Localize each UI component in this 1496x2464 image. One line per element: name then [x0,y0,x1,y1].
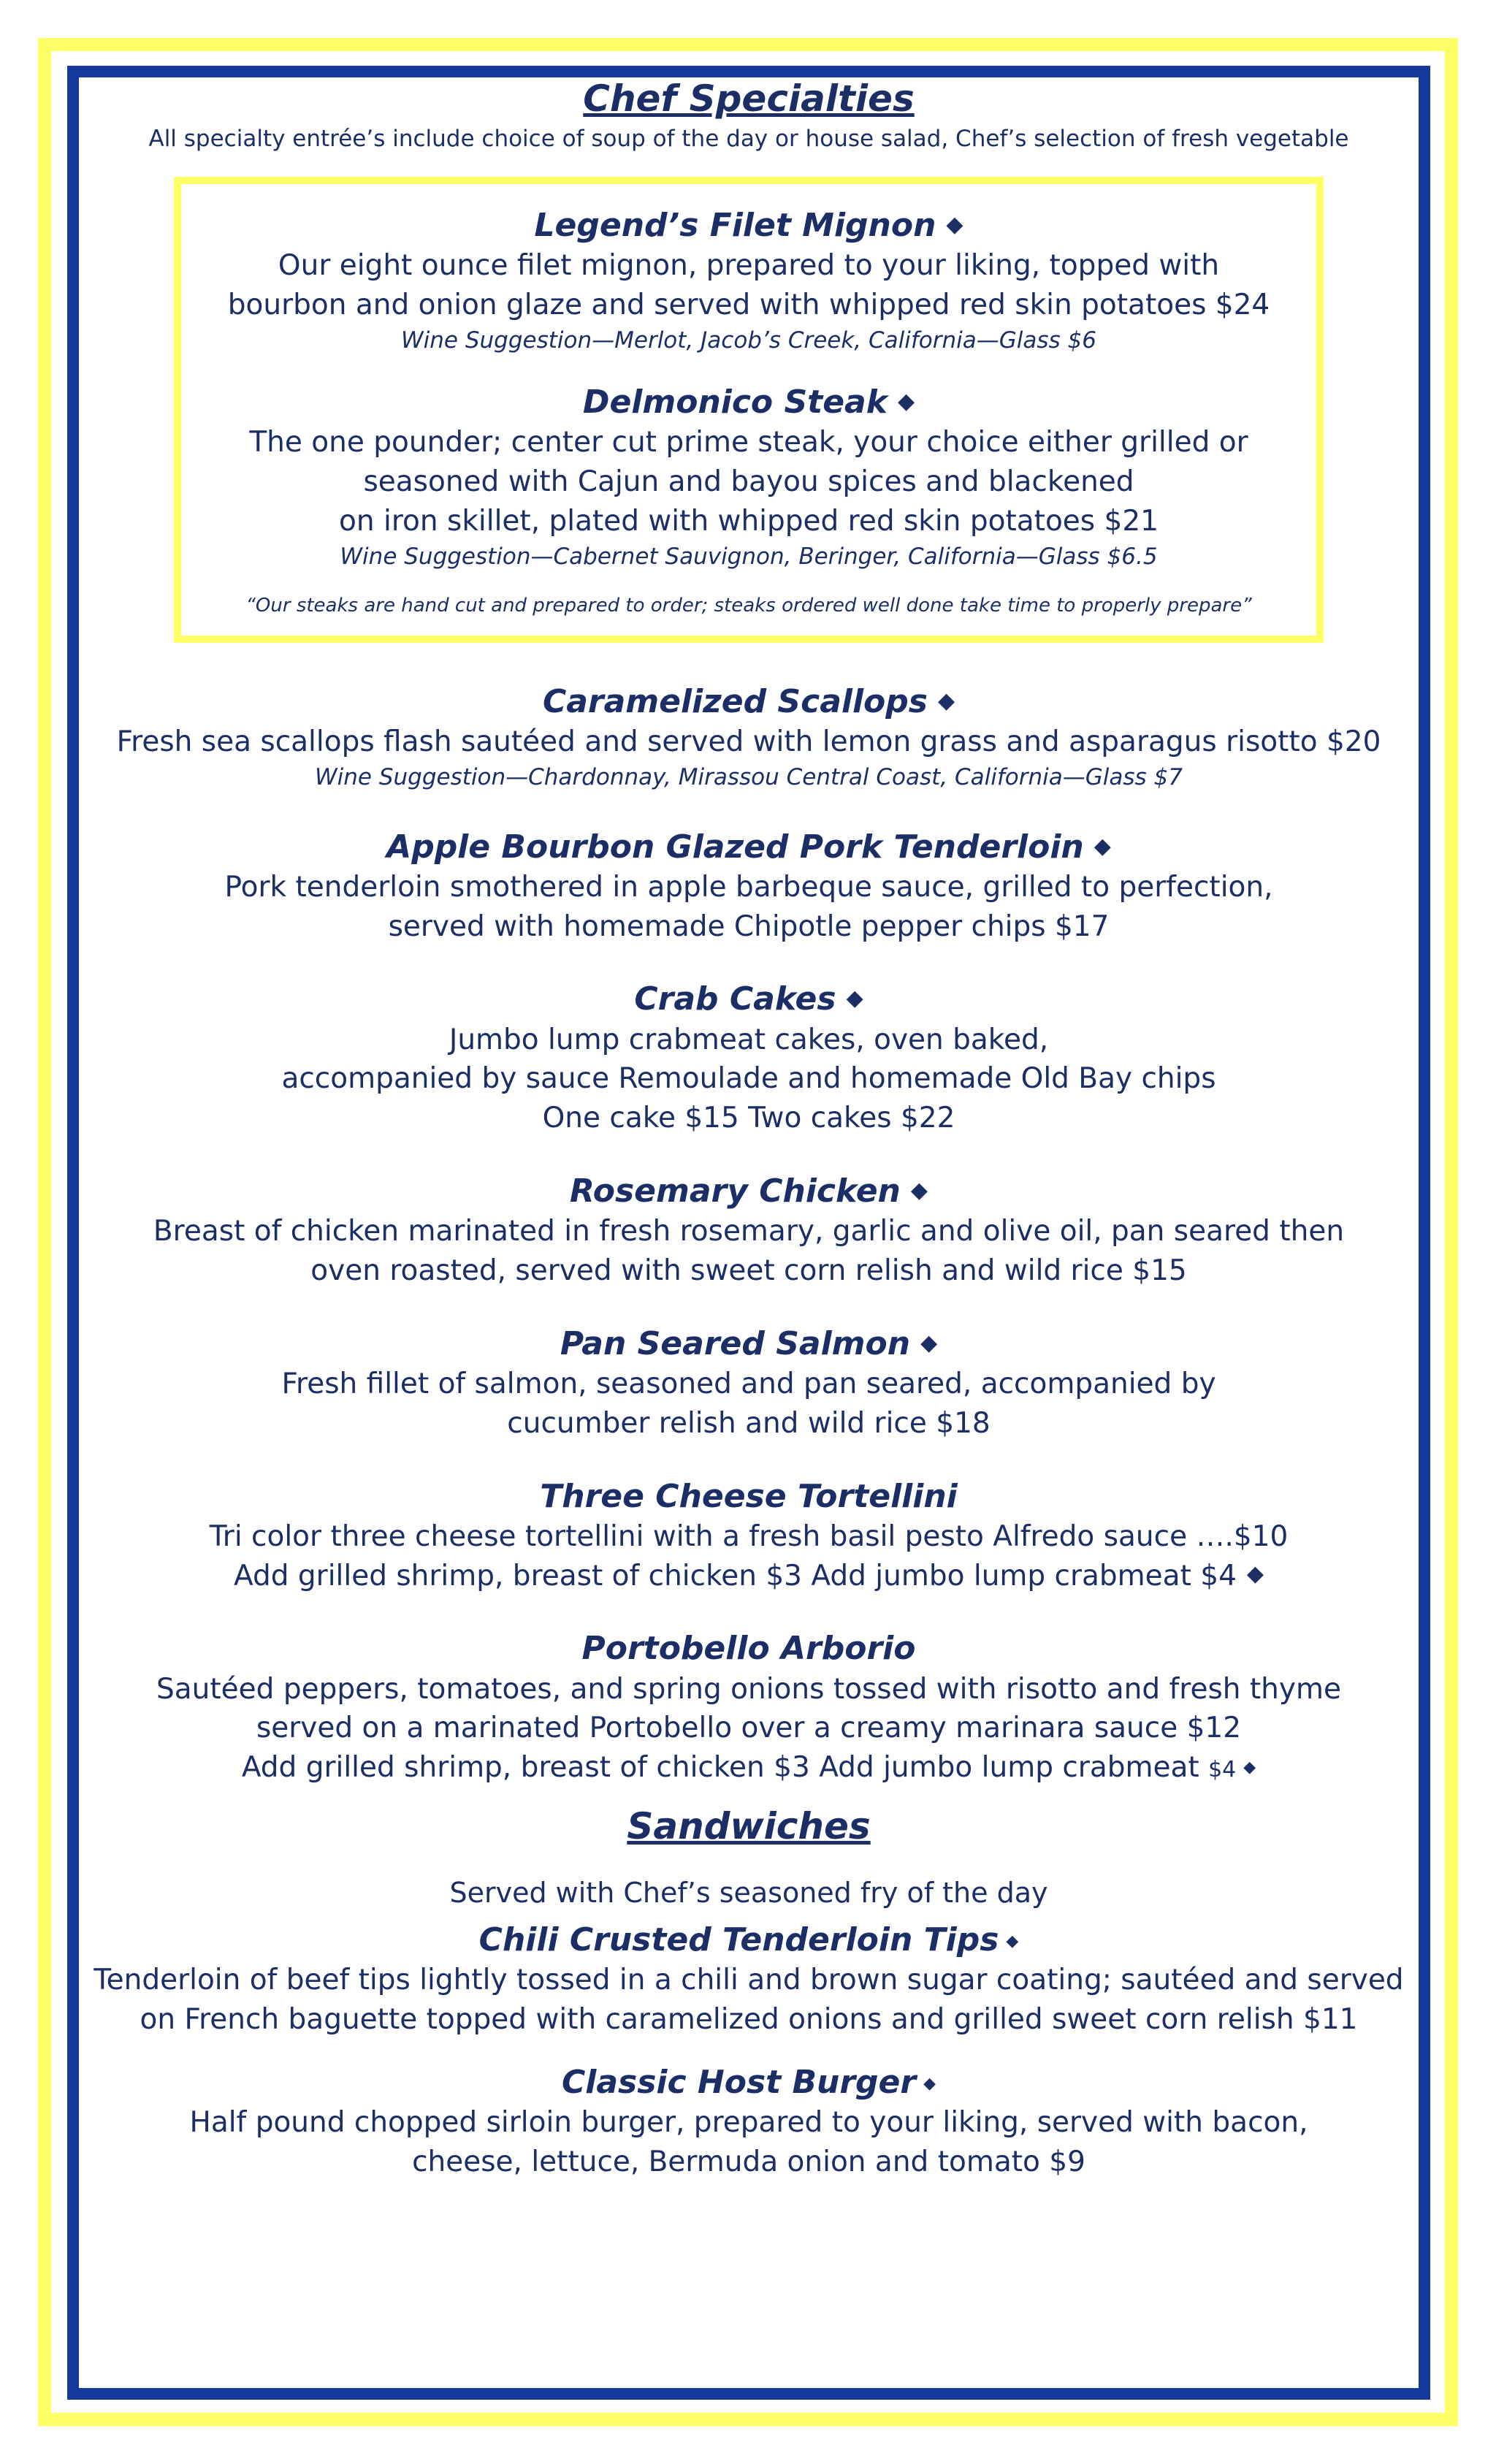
menu-item-three-cheese-tortellini [79,1476,1419,1596]
menu-item-classic-host-burger [79,2061,1419,2182]
sandwiches-served-note: Served with Chef’s seasoned fry of the day [449,1877,1048,1910]
menu-content [79,77,1419,2182]
item-title: Delmonico Steak [582,384,888,422]
item-desc-line: cheese, lettuce, Bermuda onion and tomato $9 [412,2145,1085,2178]
menu-item-portobello-arborio [79,1628,1419,1788]
item-title: Apple Bourbon Glazed Pork Tenderloin [386,828,1084,866]
steak-note: “Our steaks are hand cut and prepared to order; steaks ordered well done take time to properly prepare” [245,595,1252,617]
item-desc-line: Jumbo lump crabmeat cakes, oven baked, [449,1023,1049,1056]
item-desc-line: Fresh sea scallops flash sautéed and served with lemon grass and asparagus risotto $20 [116,725,1381,759]
section-title-sandwiches: Sandwiches [627,1805,871,1848]
diamond-icon: ◆ [1243,1758,1256,1777]
item-title: Legend’s Filet Mignon [534,207,936,244]
item-desc-line: Add grilled shrimp, breast of chicken $3 Add jumbo lump crabmeat [241,1751,1199,1785]
item-desc-line: The one pounder; center cut prime steak, your choice either grilled or [249,426,1248,459]
menu-item-pan-seared-salmon [79,1323,1419,1443]
item-desc-line: Sautéed peppers, tomatoes, and spring onions tossed with risotto and fresh thyme [156,1672,1341,1706]
featured-steaks-box [174,177,1324,643]
item-desc-line: Tenderloin of beef tips lightly tossed in a chili and brown sugar coating; sautéed and served [94,1964,1404,1997]
menu-item-filet-mignon [196,205,1302,356]
diamond-icon: ◆ [920,1330,938,1356]
item-desc-line: Fresh fillet of salmon, seasoned and pan seared, accompanied by [281,1368,1216,1401]
item-title: Rosemary Chicken [570,1172,901,1210]
item-desc-line: on French baguette topped with caramelized onions and grilled sweet corn relish $11 [140,2003,1358,2037]
item-price: $4 [1208,1757,1237,1783]
item-title: Pan Seared Salmon [560,1324,911,1362]
diamond-icon: ◆ [1006,1932,1019,1951]
item-title: Portobello Arborio [581,1630,916,1668]
diamond-icon: ◆ [1094,833,1111,859]
menu-item-delmonico-steak [196,381,1302,573]
diamond-icon: ◆ [910,1178,928,1204]
item-title: Three Cheese Tortellini [540,1477,958,1515]
item-title: Chili Crusted Tenderloin Tips [478,1921,999,1959]
page-subtitle: All specialty entrée’s include choice of soup of the day or house salad, Chef’s selection of fresh vegetable [148,126,1349,152]
wine-suggestion: Wine Suggestion—Merlot, Jacob’s Creek, California—Glass $6 [401,327,1096,354]
diamond-icon: ◆ [898,389,915,415]
item-desc-line: bourbon and onion glaze and served with whipped red skin potatoes $24 [227,289,1270,321]
item-desc-line: One cake $15 Two cakes $22 [542,1102,955,1135]
diamond-icon: ◆ [1246,1560,1264,1587]
diamond-icon: ◆ [923,2074,936,2093]
menu-item-rosemary-chicken [79,1170,1419,1291]
item-desc-line: on iron skillet, plated with whipped red skin potatoes $21 [339,505,1159,538]
diamond-icon: ◆ [937,688,955,714]
item-title: Caramelized Scallops [542,683,928,721]
menu-item-caramelized-scallops [79,681,1419,793]
menu-item-pork-tenderloin [79,826,1419,947]
wine-suggestion: Wine Suggestion—Chardonnay, Mirassou Central Coast, California—Glass $7 [315,764,1183,791]
item-desc-line: Pork tenderloin smothered in apple barbeque sauce, grilled to perfection, [224,870,1273,904]
item-desc-line: served with homemade Chipotle pepper chips $17 [388,909,1110,943]
item-desc-line: Our eight ounce filet mignon, prepared to your liking, topped with [278,249,1220,283]
item-desc-line: served on a marinated Portobello over a creamy marinara sauce $12 [256,1712,1242,1745]
item-title: Crab Cakes [634,980,836,1018]
wine-suggestion: Wine Suggestion—Cabernet Sauvignon, Beringer, California—Glass $6.5 [340,543,1158,570]
menu-item-chili-tenderloin-tips [79,1919,1419,2040]
item-title: Classic Host Burger [561,2063,917,2101]
item-desc-line: accompanied by sauce Remoulade and homemade Old Bay chips [281,1062,1216,1096]
item-desc-line: Breast of chicken marinated in fresh rosemary, garlic and olive oil, pan seared then [153,1215,1345,1248]
item-desc-line: Half pound chopped sirloin burger, prepared to your liking, served with bacon, [189,2106,1308,2140]
item-desc-line: Tri color three cheese tortellini with a fresh basil pesto Alfredo sauce ….$10 [209,1519,1289,1553]
item-desc-line: Add grilled shrimp, breast of chicken $3 Add jumbo lump crabmeat $4 [234,1559,1237,1593]
item-desc-line: cucumber relish and wild rice $18 [507,1406,991,1440]
diamond-icon: ◆ [946,212,963,237]
menu-item-crab-cakes [79,978,1419,1138]
diamond-icon: ◆ [846,985,863,1012]
item-desc-line: oven roasted, served with sweet corn relish and wild rice $15 [310,1254,1187,1288]
item-desc-line: seasoned with Cajun and bayou spices and blackened [363,465,1134,499]
page-title: Chef Specialties [583,77,915,120]
